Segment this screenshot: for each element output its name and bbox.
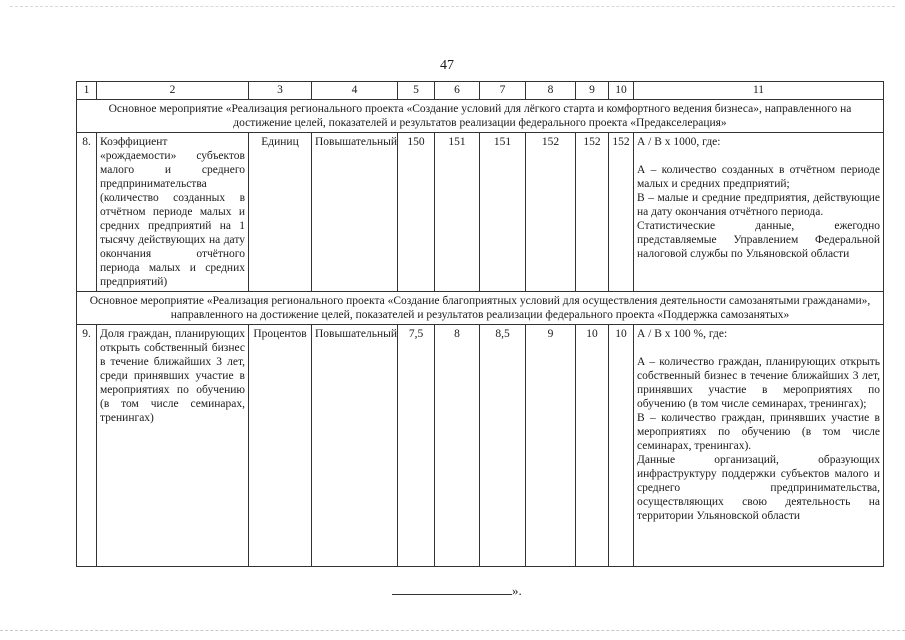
value-cell: 152 (609, 133, 634, 292)
table-row (77, 133, 884, 292)
unit-cell: Процентов (249, 325, 312, 567)
column-header: 10 (609, 82, 634, 100)
data-source: Статистические данные, ежегодно представляемые Управлением Федеральной налоговой службы по Ульяновской области (637, 220, 880, 260)
value-cell: 152 (576, 133, 609, 292)
value-cell: 8 (435, 325, 480, 567)
header-row (77, 82, 884, 100)
formula-text: А / В х 1000, где: (637, 136, 721, 148)
column-header: 4 (312, 82, 398, 100)
indicator-name: Доля граждан, планирующих открыть собственный бизнес в течение ближайших 3 лет, среди принявших участие в мероприятиях по обучению (в том числе семинарах, тренингах) (97, 325, 249, 567)
formula-a: А – количество созданных в отчётном периоде малых и средних предприятий; (637, 164, 880, 190)
row-number: 8. (77, 133, 97, 292)
scan-edge-top (10, 6, 895, 8)
signature-line (392, 583, 512, 595)
closing-quote: ». (512, 583, 522, 598)
column-header: 5 (398, 82, 435, 100)
column-header: 3 (249, 82, 312, 100)
scan-edge-bottom (0, 630, 905, 632)
value-cell: 152 (526, 133, 576, 292)
column-header: 1 (77, 82, 97, 100)
type-cell: Повышательный (312, 133, 398, 292)
table-row (77, 325, 884, 567)
value-cell: 10 (576, 325, 609, 567)
column-header: 7 (480, 82, 526, 100)
value-cell: 151 (480, 133, 526, 292)
column-header: 11 (634, 82, 884, 100)
value-cell: 151 (435, 133, 480, 292)
row-number: 9. (77, 325, 97, 567)
page-number: 47 (440, 58, 454, 73)
formula-cell (634, 325, 884, 567)
unit-cell: Единиц (249, 133, 312, 292)
indicator-name: Коэффициент «рождаемости» субъектов малого и среднего предпринимательства (количество созданных в отчётном периоде малых и средних предприятий на 1 тысячу действующих на дату окончания отчётного периода малых и средних предприятий) (97, 133, 249, 292)
value-cell: 150 (398, 133, 435, 292)
value-cell: 7,5 (398, 325, 435, 567)
column-header: 9 (576, 82, 609, 100)
value-cell: 9 (526, 325, 576, 567)
value-cell: 10 (609, 325, 634, 567)
formula-b: В – количество граждан, принявших участие в мероприятиях по обучению (в том числе семинарах, тренингах). (637, 412, 880, 452)
value-cell: 8,5 (480, 325, 526, 567)
formula-b: В – малые и средние предприятия, действующие на дату окончания отчётного периода. (637, 192, 880, 218)
section-row (77, 292, 884, 325)
formula-a: А – количество граждан, планирующих открыть собственный бизнес в течение ближайших 3 лет, принявших участие в мероприятиях по обучению (в том числе семинарах, тренингах); (637, 356, 880, 410)
data-source: Данные организаций, образующих инфраструктуру поддержки субъектов малого и среднего предпринимательства, осуществляющих свою деятельность на территории Ульяновской области (637, 454, 880, 522)
indicators-table (76, 81, 884, 567)
column-header: 2 (97, 82, 249, 100)
type-cell: Повышательный (312, 325, 398, 567)
formula-text: А / В х 100 %, где: (637, 328, 728, 340)
section-title: Основное мероприятие «Реализация регионального проекта «Создание благоприятных условий для осуществления деятельности самозанятыми гражданами», направленного на достижение целей, показателей и результатов реализации федерального проекта «Поддержка самозанятых» (77, 292, 884, 325)
formula-cell (634, 133, 884, 292)
closing-mark (392, 583, 522, 599)
column-header: 6 (435, 82, 480, 100)
section-title: Основное мероприятие «Реализация регионального проекта «Создание условий для лёгкого старта и комфортного ведения бизнеса», направленного на достижение целей, показателей и результатов реализации федерального проекта «Предакселерация» (77, 100, 884, 133)
section-row (77, 100, 884, 133)
column-header: 8 (526, 82, 576, 100)
